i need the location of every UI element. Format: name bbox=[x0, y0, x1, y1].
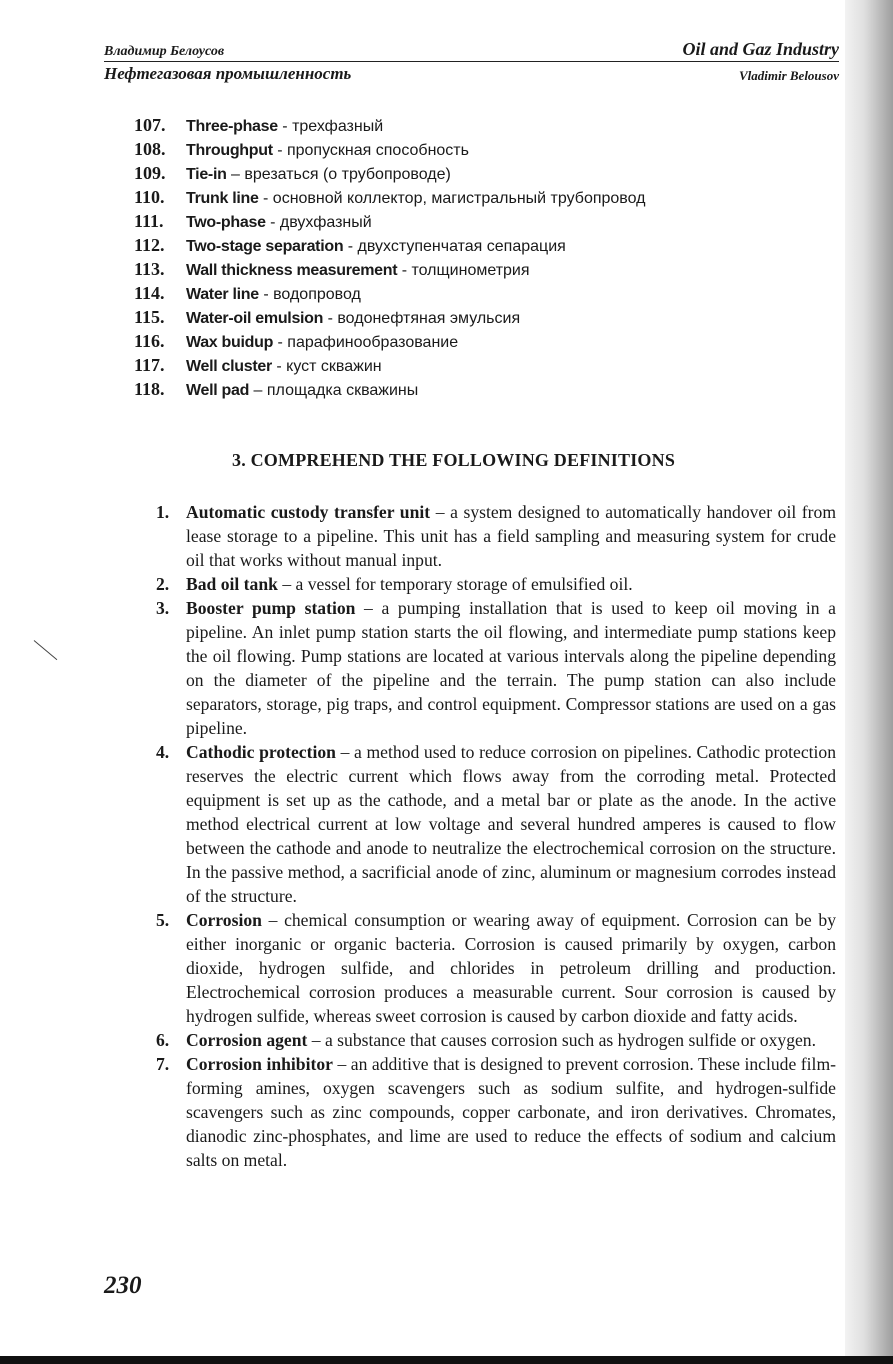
scan-bottom-edge bbox=[0, 1356, 893, 1364]
glossary-number: 109. bbox=[134, 163, 166, 183]
glossary-item bbox=[134, 233, 774, 257]
definition-text: a pumping installation that is used to keep oil moving in a pipeline. An inlet pump station starts the oil flowing, and intermediate pump stations keep the oil flowing. Pump stations are located at various intervals along the pipeline depending on the diameter of the pipeline and the terrain. The pump station can also include separators, storage, pig traps, and control equipment. Compressor stations are used on a gas pipeline. bbox=[186, 598, 836, 738]
glossary-number: 117. bbox=[134, 355, 165, 375]
glossary-definition: толщинометрия bbox=[411, 262, 530, 279]
glossary-term: Trunk line bbox=[186, 190, 259, 207]
definition-item bbox=[156, 572, 836, 596]
glossary-definition: двухступенчатая сепарация bbox=[357, 238, 566, 255]
page-number: 230 bbox=[104, 1272, 142, 1299]
definition-item bbox=[156, 596, 836, 740]
definition-text: a vessel for temporary storage of emulsified oil. bbox=[295, 574, 633, 594]
glossary-term: Wall thickness measurement bbox=[186, 262, 398, 279]
definition-text: an additive that is designed to prevent corrosion. These include film-forming amines, oxygen scavengers such as sodium sulfite, and hydrogen-sulfide scavengers such as zinc compounds, copper carbonate, and iron derivatives. Chromates, dianodic zinc-phosphates, and lime are used to reduce the effects of sodium and calcium salts on metal. bbox=[186, 1054, 836, 1170]
definition-number: 4. bbox=[156, 742, 170, 762]
glossary-separator: - bbox=[323, 310, 338, 327]
glossary-number: 113. bbox=[134, 259, 165, 279]
glossary-separator: - bbox=[273, 334, 288, 351]
definition-number: 6. bbox=[156, 1030, 170, 1050]
glossary-item bbox=[134, 281, 774, 305]
glossary-separator: – bbox=[226, 166, 245, 183]
glossary-number: 110. bbox=[134, 187, 165, 207]
definition-text: a method used to reduce corrosion on pipelines. Cathodic protection reserves the electric current which flows away from the corroding metal. Protected equipment is set up as the cathode, and a metal bar or plate as the anode. In the active method electrical current at low voltage and several hundred amperes is caused to flow between the cathode and anode to neutralize the electrochemical corrosion on the structure. In the passive method, a sacrificial anode of zinc, aluminum or magnesium corrodes instead of the structure. bbox=[186, 742, 837, 906]
glossary-item bbox=[134, 257, 774, 281]
glossary-separator: - bbox=[258, 286, 274, 303]
definition-separator: – bbox=[335, 742, 355, 762]
definition-text: chemical consumption or wearing away of equipment. Corrosion can be by either inorganic or organic bacteria. Corrosion is caused primarily by oxygen, carbon dioxide, hydrogen sulfide, and chlorides in petroleum drilling and production. Electrochemical corrosion produces a measurable current. Sour corrosion is caused by hydrogen sulfide, whereas sweet corrosion is caused by carbon dioxide and fatty acids. bbox=[186, 910, 836, 1026]
definition-item bbox=[156, 908, 836, 1028]
definition-term: Corrosion bbox=[186, 910, 262, 930]
definition-term: Corrosion inhibitor bbox=[186, 1054, 333, 1074]
glossary-item bbox=[134, 137, 774, 161]
glossary-item bbox=[134, 209, 774, 233]
header-rule bbox=[104, 61, 839, 62]
definition-separator: – bbox=[307, 1030, 325, 1050]
header-author-ru: Владимир Белоусов bbox=[104, 44, 225, 59]
definition-text: a system designed to automatically handover oil from lease storage to a pipeline. This unit has a field sampling and measuring system for crude oil that works without manual input. bbox=[186, 502, 837, 570]
glossary-number: 111. bbox=[134, 211, 164, 231]
glossary-item bbox=[134, 113, 774, 137]
definition-term: Booster pump station bbox=[186, 598, 356, 618]
glossary-separator: - bbox=[343, 238, 358, 255]
glossary-term: Two-phase bbox=[186, 214, 266, 231]
glossary-separator: - bbox=[272, 142, 287, 159]
glossary-separator: – bbox=[249, 382, 267, 399]
glossary-definition: пропускная способность bbox=[286, 142, 469, 159]
glossary-item bbox=[134, 329, 774, 353]
header-author-en: Vladimir Belousov bbox=[738, 68, 839, 83]
definition-number: 3. bbox=[156, 598, 170, 618]
glossary-item bbox=[134, 353, 774, 377]
glossary-term: Well pad bbox=[186, 382, 250, 399]
definition-term: Cathodic protection bbox=[186, 742, 336, 762]
header-title-ru: Нефтегазовая промышленность bbox=[104, 64, 352, 83]
glossary-term: Two-stage separation bbox=[186, 238, 344, 255]
section-heading: 3. COMPREHEND THE FOLLOWING DEFINITIONS bbox=[232, 450, 676, 470]
definition-separator: – bbox=[355, 598, 382, 618]
glossary-definition: двухфазный bbox=[279, 214, 372, 231]
glossary-number: 116. bbox=[134, 331, 165, 351]
definition-item bbox=[156, 740, 836, 908]
definition-separator: – bbox=[332, 1054, 351, 1074]
glossary-number: 108. bbox=[134, 139, 166, 159]
running-header bbox=[104, 32, 839, 86]
definition-item bbox=[156, 500, 836, 572]
glossary-term: Three-phase bbox=[186, 118, 278, 135]
glossary-number: 118. bbox=[134, 379, 165, 399]
definition-separator: – bbox=[277, 574, 296, 594]
definition-term: Bad oil tank bbox=[186, 574, 278, 594]
glossary-term: Throughput bbox=[186, 142, 273, 159]
glossary-item bbox=[134, 377, 774, 401]
glossary-number: 114. bbox=[134, 283, 165, 303]
glossary-item bbox=[134, 305, 774, 329]
glossary-term: Well cluster bbox=[186, 358, 272, 375]
definition-item bbox=[156, 1052, 836, 1172]
glossary-item bbox=[134, 185, 774, 209]
definition-term: Corrosion agent bbox=[186, 1030, 308, 1050]
glossary-definition: водонефтяная эмульсия bbox=[337, 310, 521, 327]
definition-number: 5. bbox=[156, 910, 170, 930]
glossary-number: 115. bbox=[134, 307, 165, 327]
definition-text: a substance that causes corrosion such as hydrogen sulfide or oxygen. bbox=[324, 1030, 816, 1050]
glossary-separator: - bbox=[258, 190, 273, 207]
glossary-separator: - bbox=[397, 262, 412, 279]
definition-number: 1. bbox=[156, 502, 170, 522]
glossary-definition: куст скважин bbox=[286, 358, 382, 375]
definition-item bbox=[156, 1028, 836, 1052]
header-title-en: Oil and Gaz Industry bbox=[682, 39, 839, 59]
glossary-definition: парафинообразование bbox=[287, 334, 459, 351]
definition-separator: – bbox=[430, 502, 451, 522]
glossary-definition: водопровод bbox=[273, 286, 361, 303]
glossary-definition: врезаться (о трубопроводе) bbox=[244, 166, 451, 183]
glossary-number: 112. bbox=[134, 235, 165, 255]
scan-edge-shadow bbox=[845, 0, 893, 1364]
glossary-separator: - bbox=[265, 214, 280, 231]
definitions-list bbox=[156, 500, 836, 1172]
stray-mark bbox=[34, 640, 58, 660]
glossary-separator: - bbox=[277, 118, 293, 135]
glossary-definition: основной коллектор, магистральный трубопровод bbox=[272, 190, 646, 207]
definition-separator: – bbox=[261, 910, 285, 930]
glossary-term: Wax buidup bbox=[186, 334, 274, 351]
glossary-separator: - bbox=[271, 358, 287, 375]
glossary-term: Water line bbox=[186, 286, 259, 303]
glossary-term: Tie-in bbox=[186, 166, 227, 183]
definition-number: 2. bbox=[156, 574, 170, 594]
glossary-list bbox=[134, 113, 774, 401]
glossary-definition: трехфазный bbox=[292, 118, 384, 135]
glossary-definition: площадка скважины bbox=[266, 382, 419, 399]
definition-term: Automatic custody transfer unit bbox=[186, 502, 431, 522]
glossary-item bbox=[134, 161, 774, 185]
glossary-term: Water-oil emulsion bbox=[186, 310, 324, 327]
glossary-number: 107. bbox=[134, 115, 166, 135]
definition-number: 7. bbox=[156, 1054, 170, 1074]
